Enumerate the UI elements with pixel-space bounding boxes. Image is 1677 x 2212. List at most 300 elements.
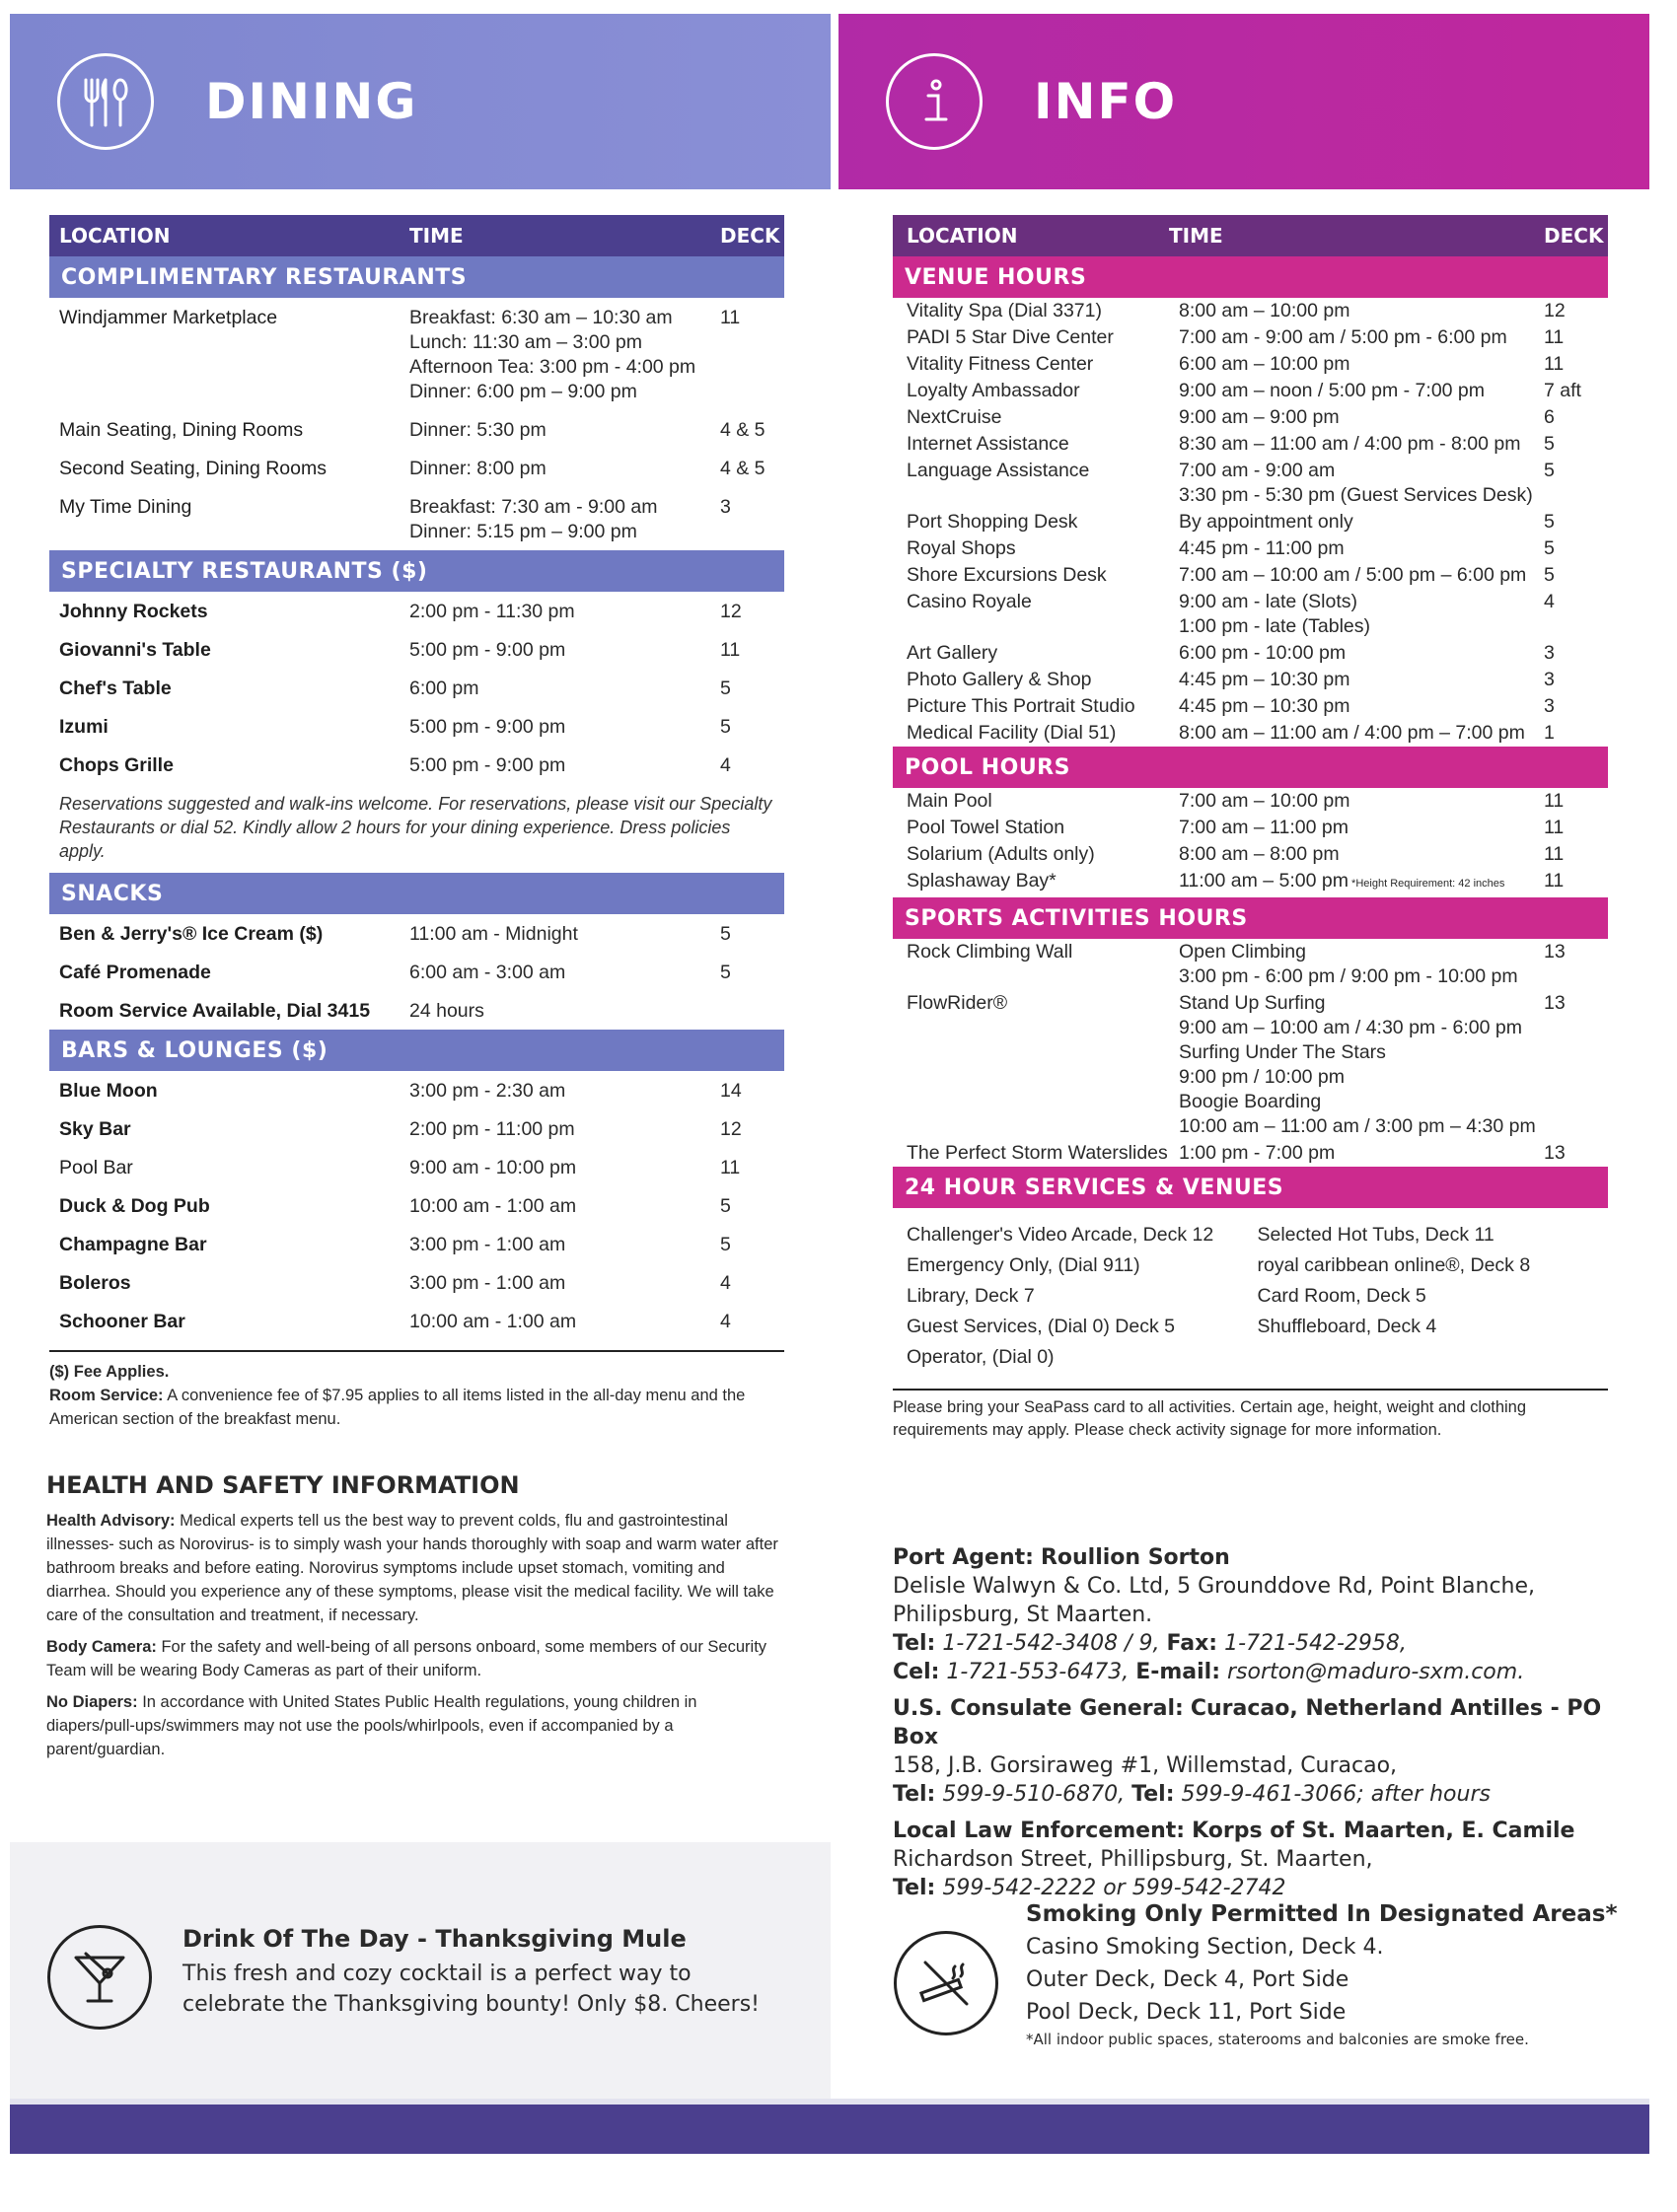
service-item: royal caribbean online®, Deck 8: [1257, 1254, 1531, 1276]
time-line: 4:45 pm – 10:30 pm: [1179, 669, 1350, 690]
time-line: 9:00 am – 10:00 am / 4:30 pm - 6:00 pm: [1179, 1017, 1522, 1038]
time-line: 8:00 am – 8:00 pm: [1179, 843, 1340, 865]
time-line: 6:00 am – 10:00 pm: [1179, 353, 1350, 375]
time-cell: [1179, 694, 1544, 719]
location-cell: Duck & Dog Pub: [59, 1195, 210, 1217]
time-line: 3:00 pm - 6:00 pm / 9:00 pm - 10:00 pm: [1179, 965, 1518, 987]
smoking-info: [1026, 1898, 1638, 2050]
section-title: SPECIALTY RESTAURANTS ($): [49, 550, 784, 592]
time-line: 3:30 pm - 5:30 pm (Guest Services Desk): [1179, 484, 1533, 506]
body-camera-label: Body Camera:: [46, 1638, 157, 1656]
smoking-area: Casino Smoking Section, Deck 4.: [1026, 1935, 1384, 1960]
deck-cell: 14: [720, 1080, 742, 1102]
time-line: Breakfast: 6:30 am – 10:30 am: [409, 307, 673, 328]
time-note: *Height Requirement: 42 inches: [1349, 878, 1505, 890]
health-title: HEALTH AND SAFETY INFORMATION: [46, 1471, 520, 1499]
drink-of-the-day: [10, 1842, 831, 2099]
time-line: 3:00 pm - 1:00 am: [409, 1234, 566, 1255]
location-cell: Champagne Bar: [59, 1234, 207, 1255]
no-diapers: [46, 1690, 781, 1761]
time-cell: [1179, 510, 1544, 535]
time-cell: [1179, 721, 1544, 746]
time-line: 24 hours: [409, 1000, 484, 1022]
info-row: [893, 990, 1608, 1140]
dining-row: [49, 630, 784, 669]
dining-row: [49, 410, 784, 449]
time-line: 8:30 am – 11:00 am / 4:00 pm - 8:00 pm: [1179, 433, 1521, 455]
time-cell: [409, 1310, 720, 1334]
dining-row: [49, 592, 784, 630]
deck-cell: 11: [1544, 790, 1565, 812]
services-left: [907, 1220, 1258, 1373]
time-cell: [409, 495, 720, 544]
service-item: Card Room, Deck 5: [1257, 1285, 1426, 1307]
port-agent-address: Delisle Walwyn & Co. Ltd, 5 Grounddove Rd, Point Blanche, Philipsburg, St Maarten.: [893, 1574, 1536, 1627]
room-service-text: A convenience fee of $7.95 applies to all items listed in the all-day menu and the American section of the breakfast menu.: [49, 1387, 746, 1428]
deck-cell: 4: [720, 1311, 731, 1332]
services-list: [893, 1208, 1608, 1379]
deck-cell: 5: [720, 1234, 731, 1255]
location-cell: The Perfect Storm Waterslides: [907, 1142, 1168, 1164]
port-agent-name: Roullion Sorton: [1040, 1545, 1230, 1570]
time-cell: [409, 1271, 720, 1296]
us-consulate: [893, 1694, 1623, 1809]
location-cell: Second Seating, Dining Rooms: [59, 458, 327, 479]
time-line: 2:00 pm - 11:30 pm: [409, 601, 575, 622]
location-cell: Solarium (Adults only): [907, 843, 1095, 865]
service-item: Library, Deck 7: [907, 1285, 1035, 1307]
time-line: 7:00 am – 10:00 pm: [1179, 790, 1350, 812]
location-cell: Schooner Bar: [59, 1311, 185, 1332]
smoking-footnote: *All indoor public spaces, staterooms and balconies are smoke free.: [1026, 2031, 1529, 2048]
time-line: Boogie Boarding: [1179, 1091, 1322, 1112]
time-line: Open Climbing: [1179, 941, 1306, 963]
health-advisory-text: Medical experts tell us the best way to prevent colds, flu and gastrointestinal illnesses- such as Norovirus- is to simply wash your hands thoroughly with soap and warm water after bathroom breaks and before eating. Norovirus symptoms include upset stomach, vomiting and diarrhea. Should you experience any of these symptoms, please visit the medical facility. We will take care of the consultation and treatment, if necessary.: [46, 1512, 778, 1624]
dining-row: [49, 1186, 784, 1225]
law-tel: 599-542-2222 or 599-542-2742: [942, 1876, 1286, 1900]
time-cell: [409, 638, 720, 663]
time-cell: [1179, 940, 1544, 989]
deck-cell: 5: [720, 962, 731, 983]
dining-row: [49, 1263, 784, 1302]
port-agent: [893, 1543, 1623, 1686]
time-line: 5:00 pm - 9:00 pm: [409, 639, 566, 661]
info-row: [893, 667, 1608, 693]
location-cell: Rock Climbing Wall: [907, 941, 1073, 963]
location-cell: Picture This Portrait Studio: [907, 695, 1135, 717]
info-row: [893, 788, 1608, 815]
column-time: TIME: [1169, 224, 1223, 248]
time-line: 6:00 pm: [409, 678, 479, 699]
health-advisory: [46, 1509, 781, 1627]
location-cell: Vitality Spa (Dial 3371): [907, 300, 1102, 321]
location-cell: Johnny Rockets: [59, 601, 208, 622]
time-line: 5:00 pm - 9:00 pm: [409, 754, 566, 776]
time-line: 10:00 am - 1:00 am: [409, 1311, 577, 1332]
drink-text: This fresh and cozy cocktail is a perfect way to celebrate the Thanksgiving bounty! Only $8. Cheers!: [182, 1962, 760, 2017]
section-title: BARS & LOUNGES ($): [49, 1030, 784, 1071]
port-agent-cel: 1-721-553-6473,: [946, 1660, 1130, 1684]
time-line: Dinner: 8:00 pm: [409, 458, 547, 479]
deck-cell: 11: [720, 1157, 741, 1178]
time-line: Dinner: 6:00 pm – 9:00 pm: [409, 381, 637, 402]
location-cell: My Time Dining: [59, 496, 192, 518]
time-line: 7:00 am – 11:00 pm: [1179, 817, 1349, 838]
time-cell: [1179, 432, 1544, 457]
section-note: Reservations suggested and walk-ins welcome. For reservations, please visit our Specialty Restaurants or dial 52. Kindly allow 2 hours for your dining experience. Dress policies apply.: [59, 794, 772, 861]
location-cell: Shore Excursions Desk: [907, 564, 1107, 586]
section-title: SPORTS ACTIVITIES HOURS: [893, 897, 1608, 939]
info-row: [893, 509, 1608, 535]
time-line: 5:00 pm - 9:00 pm: [409, 716, 566, 738]
port-agent-email[interactable]: rsorton@maduro-sxm.com.: [1227, 1660, 1525, 1684]
location-cell: Internet Assistance: [907, 433, 1069, 455]
time-cell: [409, 999, 720, 1024]
time-line: Breakfast: 7:30 am - 9:00 am: [409, 496, 658, 518]
info-table-header: [893, 215, 1608, 256]
info-row: [893, 589, 1608, 640]
location-cell: Izumi: [59, 716, 109, 738]
section-title: VENUE HOURS: [893, 256, 1608, 298]
location-cell: Vitality Fitness Center: [907, 353, 1094, 375]
time-cell: [1179, 459, 1544, 508]
consulate-head: Curacao, Netherland Antilles - PO Box: [893, 1696, 1602, 1749]
time-cell: [409, 418, 720, 443]
location-cell: Café Promenade: [59, 962, 211, 983]
consulate-tel-after-hours: 599-9-461-3066; after hours: [1181, 1782, 1491, 1807]
deck-cell: 4: [720, 1272, 731, 1294]
info-row: [893, 815, 1608, 841]
time-line: Dinner: 5:15 pm – 9:00 pm: [409, 521, 637, 542]
info-row: [893, 841, 1608, 868]
section-title: SNACKS: [49, 873, 784, 914]
time-cell: [409, 306, 720, 404]
fax-label: Fax:: [1166, 1631, 1218, 1656]
location-cell: Chops Grille: [59, 754, 174, 776]
time-line: 11:00 am – 5:00 pm *Height Requirement: 42 inches: [1179, 870, 1505, 892]
deck-cell: 5: [1544, 564, 1555, 586]
location-cell: Royal Shops: [907, 537, 1016, 559]
time-cell: [1179, 641, 1544, 666]
dining-row: [49, 953, 784, 991]
time-cell: [409, 1156, 720, 1180]
deck-cell: 11: [720, 639, 741, 661]
time-cell: [1179, 1141, 1544, 1166]
tel-label: Tel:: [893, 1782, 936, 1807]
info-row: [893, 458, 1608, 509]
info-header: [838, 14, 1649, 189]
deck-cell: 12: [720, 601, 742, 622]
fee-note: ($) Fee Applies.: [49, 1363, 170, 1381]
smoking-title: Smoking Only Permitted In Designated Areas*: [1026, 1901, 1618, 1927]
dining-row: [49, 1302, 784, 1340]
location-cell: Port Shopping Desk: [907, 511, 1078, 533]
dining-table: [49, 215, 784, 1431]
info-row: [893, 693, 1608, 720]
deck-cell: 5: [1544, 511, 1555, 533]
deck-cell: 7 aft: [1544, 380, 1581, 401]
dining-row: [49, 746, 784, 784]
info-row: [893, 404, 1608, 431]
service-item: Guest Services, (Dial 0) Deck 5: [907, 1316, 1176, 1337]
time-line: 10:00 am - 1:00 am: [409, 1195, 577, 1217]
location-cell: Giovanni's Table: [59, 639, 211, 661]
cocktail-icon: [47, 1925, 152, 2030]
service-item: Operator, (Dial 0): [907, 1346, 1055, 1368]
law-label: Local Law Enforcement:: [893, 1819, 1186, 1843]
email-label: E-mail:: [1135, 1660, 1220, 1684]
deck-cell: 4: [720, 754, 731, 776]
time-line: By appointment only: [1179, 511, 1353, 533]
time-line: 10:00 am – 11:00 am / 3:00 pm – 4:30 pm: [1179, 1115, 1536, 1137]
location-cell: FlowRider®: [907, 992, 1008, 1014]
cel-label: Cel:: [893, 1660, 940, 1684]
location-cell: Photo Gallery & Shop: [907, 669, 1092, 690]
time-cell: [409, 715, 720, 740]
location-cell: Main Pool: [907, 790, 992, 812]
deck-cell: 11: [720, 307, 741, 328]
service-item: Shuffleboard, Deck 4: [1257, 1316, 1437, 1337]
time-line: 7:00 am - 9:00 am: [1179, 460, 1336, 481]
utensils-icon: [57, 53, 154, 150]
time-cell: [1179, 789, 1544, 814]
info-row: [893, 431, 1608, 458]
time-line: 1:00 pm - 7:00 pm: [1179, 1142, 1336, 1164]
tel-label: Tel:: [893, 1631, 936, 1656]
time-line: 8:00 am – 10:00 pm: [1179, 300, 1350, 321]
deck-cell: 4 & 5: [720, 458, 766, 479]
time-line: 7:00 am - 9:00 am / 5:00 pm - 6:00 pm: [1179, 326, 1507, 348]
info-icon: [886, 53, 983, 150]
time-cell: [409, 753, 720, 778]
deck-cell: 12: [720, 1118, 742, 1140]
location-cell: Splashaway Bay*: [907, 870, 1057, 892]
column-deck: DECK: [1544, 224, 1604, 248]
time-cell: [1179, 842, 1544, 867]
deck-cell: 5: [720, 1195, 731, 1217]
dining-title: DINING: [205, 73, 418, 130]
dining-row: [49, 1109, 784, 1148]
column-location: LOCATION: [907, 224, 1018, 248]
no-smoking-icon: [894, 1931, 998, 2035]
section-title: POOL HOURS: [893, 747, 1608, 788]
service-item: Emergency Only, (Dial 911): [907, 1254, 1140, 1276]
law-head: Korps of St. Maarten, E. Camile: [1192, 1819, 1575, 1843]
dining-header: [10, 14, 831, 189]
deck-cell: 1: [1544, 722, 1555, 744]
time-line: Afternoon Tea: 3:00 pm - 4:00 pm: [409, 356, 696, 378]
local-law-enforcement: [893, 1817, 1623, 1902]
time-cell: [409, 677, 720, 701]
location-cell: Boleros: [59, 1272, 131, 1294]
time-cell: [1179, 325, 1544, 350]
footer-band: [10, 2105, 1649, 2154]
service-item: Challenger's Video Arcade, Deck 12: [907, 1224, 1214, 1246]
location-cell: NextCruise: [907, 406, 1002, 428]
service-item: Selected Hot Tubs, Deck 11: [1257, 1224, 1495, 1246]
deck-cell: 11: [1544, 843, 1565, 865]
dining-row: [49, 991, 784, 1030]
time-line: 9:00 am - 10:00 pm: [409, 1157, 577, 1178]
dining-row: [49, 487, 784, 550]
time-line: 9:00 am - late (Slots): [1179, 591, 1357, 612]
time-cell: [409, 1233, 720, 1257]
column-deck: DECK: [720, 224, 780, 248]
location-cell: Room Service Available, Dial 3415: [59, 1000, 371, 1022]
deck-cell: 11: [1544, 817, 1565, 838]
info-row: [893, 640, 1608, 667]
time-line: Lunch: 11:30 am – 3:00 pm: [409, 331, 642, 353]
time-line: 8:00 am – 11:00 am / 4:00 pm – 7:00 pm: [1179, 722, 1525, 744]
time-cell: [1179, 352, 1544, 377]
tel-label: Tel:: [1131, 1782, 1175, 1807]
time-cell: [1179, 590, 1544, 639]
time-cell: [409, 600, 720, 624]
location-cell: Loyalty Ambassador: [907, 380, 1080, 401]
location-cell: Art Gallery: [907, 642, 998, 664]
time-cell: [1179, 405, 1544, 430]
time-cell: [409, 922, 720, 947]
info-row: [893, 1140, 1608, 1167]
info-title: INFO: [1034, 73, 1178, 130]
deck-cell: 13: [1544, 992, 1566, 1014]
deck-cell: 11: [1544, 353, 1565, 375]
info-table: [893, 215, 1608, 1442]
smoking-area: Pool Deck, Deck 11, Port Side: [1026, 2000, 1347, 2025]
fee-notes: [49, 1352, 784, 1431]
info-row: [893, 720, 1608, 747]
body-camera-text: For the safety and well-being of all persons onboard, some members of our Security Team will be wearing Body Cameras as part of their uniform.: [46, 1638, 767, 1679]
location-cell: Casino Royale: [907, 591, 1032, 612]
time-line: 3:00 pm - 1:00 am: [409, 1272, 566, 1294]
time-cell: [409, 1194, 720, 1219]
deck-cell: 5: [720, 923, 731, 945]
time-line: 9:00 am – 9:00 pm: [1179, 406, 1340, 428]
column-location: LOCATION: [59, 224, 171, 248]
info-row: [893, 939, 1608, 990]
dining-row: [49, 1148, 784, 1186]
time-cell: [1179, 816, 1544, 840]
deck-cell: 11: [1544, 870, 1565, 892]
law-address: Richardson Street, Phillipsburg, St. Maarten,: [893, 1847, 1373, 1872]
dining-row: [49, 707, 784, 746]
location-cell: Language Assistance: [907, 460, 1090, 481]
dining-table-header: [49, 215, 784, 256]
location-cell: Blue Moon: [59, 1080, 158, 1102]
consulate-tel: 599-9-510-6870,: [942, 1782, 1126, 1807]
info-row: [893, 351, 1608, 378]
time-line: 6:00 pm - 10:00 pm: [1179, 642, 1347, 664]
time-line: 1:00 pm - late (Tables): [1179, 615, 1371, 637]
info-row: [893, 378, 1608, 404]
tel-label: Tel:: [893, 1876, 936, 1900]
time-cell: [1179, 299, 1544, 323]
info-row: [893, 562, 1608, 589]
time-line: 9:00 pm / 10:00 pm: [1179, 1066, 1346, 1088]
deck-cell: 5: [720, 678, 731, 699]
seapass-note: Please bring your SeaPass card to all activities. Certain age, height, weight and clothing requirements may apply. Please check activity signage for more information.: [893, 1398, 1527, 1439]
time-line: Surfing Under The Stars: [1179, 1041, 1386, 1063]
time-line: 6:00 am - 3:00 am: [409, 962, 566, 983]
location-cell: Medical Facility (Dial 51): [907, 722, 1117, 744]
deck-cell: 4 & 5: [720, 419, 766, 441]
location-cell: Windjammer Marketplace: [59, 307, 278, 328]
deck-cell: 6: [1544, 406, 1555, 428]
port-agent-tel: 1-721-542-3408 / 9,: [942, 1631, 1160, 1656]
time-cell: [409, 1079, 720, 1104]
deck-cell: 12: [1544, 300, 1566, 321]
column-time: TIME: [409, 224, 464, 248]
deck-cell: 3: [1544, 642, 1555, 664]
deck-cell: 5: [1544, 433, 1555, 455]
time-line: Dinner: 5:30 pm: [409, 419, 547, 441]
time-line: 2:00 pm - 11:00 pm: [409, 1118, 575, 1140]
body-camera: [46, 1635, 781, 1682]
deck-cell: 3: [1544, 669, 1555, 690]
info-row: [893, 324, 1608, 351]
smoking-area: Outer Deck, Deck 4, Port Side: [1026, 1967, 1349, 1992]
deck-cell: 5: [1544, 460, 1555, 481]
dining-row: [49, 669, 784, 707]
deck-cell: 13: [1544, 1142, 1566, 1164]
dining-row: [49, 914, 784, 953]
no-diapers-label: No Diapers:: [46, 1693, 138, 1711]
location-cell: Ben & Jerry's® Ice Cream ($): [59, 923, 324, 945]
port-agent-fax: 1-721-542-2958,: [1224, 1631, 1407, 1656]
room-service-label: Room Service:: [49, 1387, 164, 1404]
location-cell: Main Seating, Dining Rooms: [59, 419, 304, 441]
services-right: [1258, 1220, 1609, 1373]
time-cell: [409, 457, 720, 481]
time-line: 9:00 am – noon / 5:00 pm - 7:00 pm: [1179, 380, 1486, 401]
time-line: 11:00 am - Midnight: [409, 923, 578, 945]
time-cell: [1179, 991, 1544, 1139]
location-cell: Sky Bar: [59, 1118, 131, 1140]
deck-cell: 3: [1544, 695, 1555, 717]
section-title: 24 HOUR SERVICES & VENUES: [893, 1167, 1608, 1208]
info-row: [893, 868, 1608, 897]
health-safety-section: [46, 1471, 781, 1769]
time-line: 4:45 pm – 10:30 pm: [1179, 695, 1350, 717]
location-cell: PADI 5 Star Dive Center: [907, 326, 1114, 348]
consulate-address: 158, J.B. Gorsiraweg #1, Willemstad, Curacao,: [893, 1753, 1398, 1778]
deck-cell: 5: [1544, 537, 1555, 559]
dining-row: [49, 1071, 784, 1109]
deck-cell: 5: [720, 716, 731, 738]
deck-cell: 3: [720, 496, 731, 518]
time-line: 3:00 pm - 2:30 am: [409, 1080, 566, 1102]
dining-row: [49, 1225, 784, 1263]
deck-cell: 4: [1544, 591, 1555, 612]
time-cell: [1179, 379, 1544, 403]
time-line: Stand Up Surfing: [1179, 992, 1326, 1014]
location-cell: Chef's Table: [59, 678, 172, 699]
info-row: [893, 298, 1608, 324]
consulate-label: U.S. Consulate General:: [893, 1696, 1184, 1721]
deck-cell: [720, 999, 784, 1024]
time-cell: [409, 961, 720, 985]
location-cell: Pool Towel Station: [907, 817, 1065, 838]
time-cell: [409, 1117, 720, 1142]
time-cell: [1179, 668, 1544, 692]
time-cell: [1179, 563, 1544, 588]
port-agent-label: Port Agent:: [893, 1545, 1034, 1570]
health-advisory-label: Health Advisory:: [46, 1512, 176, 1530]
time-line: 4:45 pm - 11:00 pm: [1179, 537, 1345, 559]
location-cell: Pool Bar: [59, 1157, 133, 1178]
dining-row: [49, 298, 784, 410]
time-cell: [1179, 536, 1544, 561]
